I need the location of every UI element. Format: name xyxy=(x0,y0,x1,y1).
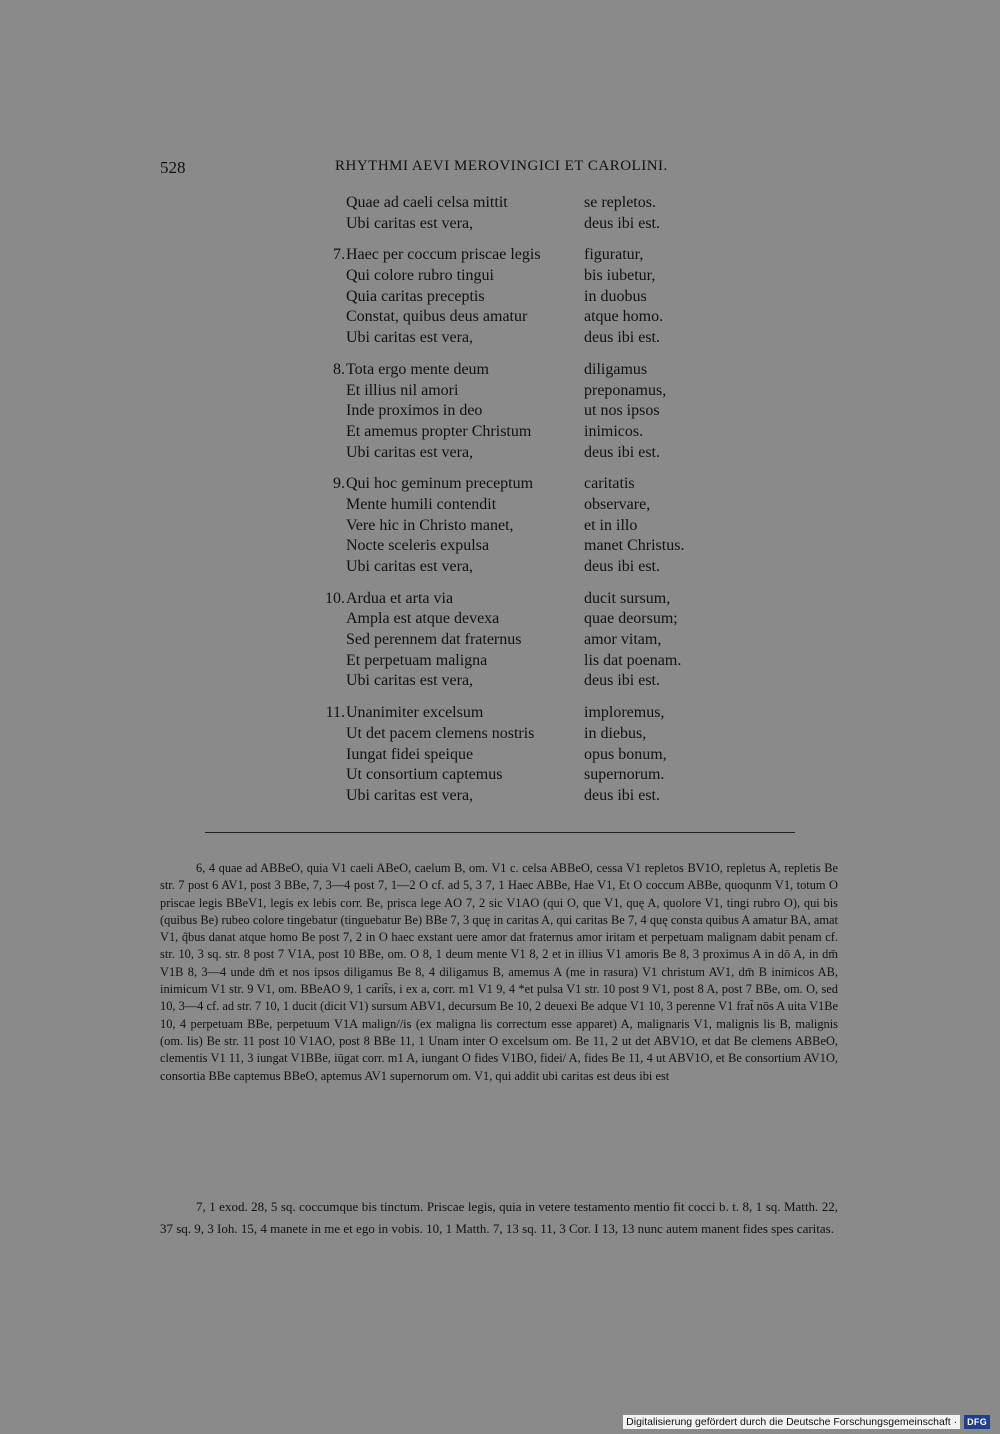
verse-first-half: Constat, quibus deus amatur xyxy=(346,308,528,326)
verse-first-half: Ampla est atque devexa xyxy=(346,610,500,628)
verse-second-half: ducit sursum, xyxy=(584,589,671,607)
verse-second-half: deus ibi est. xyxy=(584,443,660,461)
verse-line xyxy=(300,245,730,266)
stanza-number: 8. xyxy=(333,360,345,378)
verse-second-half: inimicos. xyxy=(584,422,644,440)
poem-text xyxy=(300,193,730,818)
verse-line xyxy=(300,287,730,308)
verse-line xyxy=(300,328,730,349)
verse-line xyxy=(300,401,730,422)
verse-first-half: Inde proximos in deo xyxy=(346,402,483,420)
dfg-logo: DFG xyxy=(964,1415,990,1429)
verse-second-half: supernorum. xyxy=(584,766,665,784)
stanza xyxy=(300,245,730,348)
verse-second-half: in duobus xyxy=(584,287,647,305)
verse-first-half: Sed perennem dat fraternus xyxy=(346,631,522,649)
verse-line xyxy=(300,786,730,807)
verse-first-half: Quae ad caeli celsa mittit xyxy=(346,194,508,211)
verse-first-half: Vere hic in Christo manet, xyxy=(346,516,514,534)
verse-second-half: diligamus xyxy=(584,360,648,378)
verse-line xyxy=(300,724,730,745)
verse-line xyxy=(300,422,730,443)
verse-line xyxy=(300,536,730,557)
verse-second-half: ut nos ipsos xyxy=(584,402,660,420)
verse-line xyxy=(300,516,730,537)
verse-first-half: Haec per coccum priscae legis xyxy=(346,246,541,264)
source-notes xyxy=(160,1196,838,1239)
verse-second-half: deus ibi est. xyxy=(584,214,660,232)
verse-second-half: amor vitam, xyxy=(584,631,662,649)
verse-line xyxy=(300,557,730,578)
verse-second-half: atque homo. xyxy=(584,308,664,326)
verse-second-half: et in illo xyxy=(584,516,638,534)
stanza-number: 11. xyxy=(325,704,345,722)
verse-first-half: Ut consortium captemus xyxy=(346,766,503,784)
verse-line xyxy=(300,307,730,328)
verse-line xyxy=(300,671,730,692)
verse-second-half: bis iubetur, xyxy=(584,267,656,285)
verse-second-half: preponamus, xyxy=(584,381,667,399)
verse-line xyxy=(300,214,730,235)
apparatus-text: 6, 4 quae ad ABBeO, quia V1 caeli ABeO, caelum B, om. V1 c. celsa ABBeO, cessa V1 repletos BV1O, repletus A, repletis Be str. 7 post 6 AV1, post 3 BBe, 7, 3—4 post 7, 1—2 O cf. ad 5, 3 7, 1 Haec ABBe, Hae V1, Et O coccum ABBe, quoqunm V1, totum O priscae legis BBeV1, legis ex lebis corr. Be, prisca lege AO 7, 2 sic V1AO (qui O, que V1, quę A, quolore V1, tingi rubro O), qui bis (quibus Be) rubeo colore tingebatur (tinguebatur Be) BBe 7, 3 quę in caritas A, qui caritas Be 7, 4 quę consta quibus A amatur BA, amat V1, q̃bus danat atque homo Be post 7, 2 in O haec exstant uere amor dat fraternus amor iritam et perpetuam malignam dabit penam cf. str. 10, 3 sq. str. 8 post 7 V1A, post 10 BBe, om. O 8, 1 deum mente V1 8, 2 et in illius V1 amoris Be 8, 3 proximus A in dō A, in dm̄ V1B 8, 3—4 unde dm̄ et nos ipsos diligamus Be 8, 4 diligamus B, amemus A (me in rasura) V1 christum AV1, dm̄ B inimicos AB, inimicum V1 str. 9 V1, om. BBeAO 9, 1 carit̃s, i ex a, corr. m1 V1 9, 4 *et pulsa V1 str. 10 post 9 V1, post 8 A, post 7 BBe, om. O, sed 10, 3—4 cf. ad str. 7 10, 1 ducit (dicit V1) sursum ABV1, decursum Be 10, 2 deuexi Be adque V1 10, 3 perenne V1 frat̃ nōs A uita V1Be 10, 4 perpetuam BBe, perpetuum V1A malign//is (ex maligna lis correctum esse apparet) A, malignaris V1, malignis lis B, malignis (om. lis) Be str. 11 post 10 V1AO, post 8 BBe 11, 1 Unam inter O excelsum om. Be 11, 2 ut det ABV1O, et dat Be clemens ABBeO, clementis V1 11, 3 iungat V1BBe, iūgat corr. m1 A, iungant O fides V1BO, fidei/ A, fides Be 11, 4 ut ABV1O, et Be consortium AV1O, consortia BBe captemus BBeO, aptemus AV1 supernorum om. V1, qui addit ubi caritas est deus ibi est xyxy=(160,861,838,1083)
verse-second-half: deus ibi est. xyxy=(584,558,660,575)
verse-first-half: Unanimiter excelsum xyxy=(346,704,484,722)
stanza xyxy=(300,703,730,806)
running-title: RHYTHMI AEVI MEROVINGICI ET CAROLINI. xyxy=(335,158,668,174)
verse-second-half: imploremus, xyxy=(584,704,665,722)
page-number: 528 xyxy=(160,158,186,177)
verse-line xyxy=(300,765,730,786)
verse-line xyxy=(300,703,730,724)
verse-second-half: deus ibi est. xyxy=(584,786,660,804)
verse-second-half: quae deorsum; xyxy=(584,610,678,628)
stanza-number: 10. xyxy=(325,589,345,607)
stanza xyxy=(300,360,730,463)
verse-first-half: Ubi caritas est vera, xyxy=(346,214,474,232)
verse-second-half: deus ibi est. xyxy=(584,329,660,347)
verse-first-half: Ubi caritas est vera, xyxy=(346,558,474,575)
stanza xyxy=(300,193,730,234)
verse-first-half: Et illius nil amori xyxy=(346,381,459,399)
verse-line xyxy=(300,193,730,214)
verse-line xyxy=(300,651,730,672)
funding-footer xyxy=(623,1414,990,1430)
verse-first-half: Et perpetuam maligna xyxy=(346,651,488,669)
verse-second-half: opus bonum, xyxy=(584,745,667,763)
verse-line xyxy=(300,443,730,464)
footnote-divider xyxy=(205,832,795,833)
verse-first-half: Nocte sceleris expulsa xyxy=(346,537,490,555)
verse-second-half: figuratur, xyxy=(584,246,644,264)
stanza xyxy=(300,474,730,577)
verse-first-half: Ardua et arta via xyxy=(346,589,454,607)
source-notes-text: 7, 1 exod. 28, 5 sq. coccumque bis tinctum. Priscae legis, quia in vetere testamento mentio fit cocci b. t. 8, 1 sq. Matth. 22, 37 sq. 9, 3 Ioh. 15, 4 manete in me et ego in vobis. 10, 1 Matth. 7, 13 sq. 11, 3 Cor. I 13, 13 nunc autem manent fides spes caritas. xyxy=(160,1199,838,1236)
verse-line xyxy=(300,495,730,516)
verse-second-half: in diebus, xyxy=(584,724,647,742)
verse-first-half: Quia caritas preceptis xyxy=(346,287,485,305)
verse-second-half: caritatis xyxy=(584,475,635,493)
verse-first-half: Et amemus propter Christum xyxy=(346,422,532,440)
verse-first-half: Qui colore rubro tingui xyxy=(346,267,494,285)
verse-line xyxy=(300,745,730,766)
page-header xyxy=(160,158,680,182)
verse-second-half: observare, xyxy=(584,495,651,513)
verse-line xyxy=(300,474,730,495)
verse-second-half: lis dat poenam. xyxy=(584,651,682,669)
verse-line xyxy=(300,360,730,381)
verse-line xyxy=(300,609,730,630)
verse-line xyxy=(300,630,730,651)
stanza-number: 7. xyxy=(333,246,345,264)
verse-first-half: Mente humili contendit xyxy=(346,495,497,513)
verse-first-half: Ubi caritas est vera, xyxy=(346,329,474,347)
critical-apparatus xyxy=(160,860,838,1085)
verse-line xyxy=(300,266,730,287)
verse-first-half: Ubi caritas est vera, xyxy=(346,443,474,461)
stanza xyxy=(300,589,730,692)
verse-second-half: manet Christus. xyxy=(584,537,685,555)
verse-first-half: Qui hoc geminum preceptum xyxy=(346,475,534,493)
footer-text: Digitalisierung gefördert durch die Deutsche Forschungsgemeinschaft · xyxy=(623,1415,960,1429)
verse-second-half: deus ibi est. xyxy=(584,672,660,690)
verse-first-half: Ubi caritas est vera, xyxy=(346,672,474,690)
verse-first-half: Tota ergo mente deum xyxy=(346,360,489,378)
stanza-number: 9. xyxy=(333,475,345,493)
verse-first-half: Ubi caritas est vera, xyxy=(346,786,474,804)
verse-first-half: Ut det pacem clemens nostris xyxy=(346,724,535,742)
verse-second-half: se repletos. xyxy=(584,194,656,211)
verse-line xyxy=(300,381,730,402)
verse-line xyxy=(300,589,730,610)
verse-first-half: Iungat fidei speique xyxy=(346,745,474,763)
